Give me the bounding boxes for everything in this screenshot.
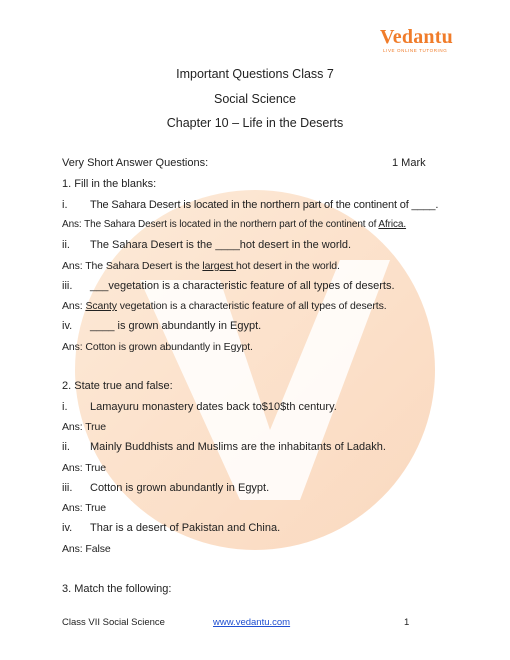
q-number: iv. [62, 320, 73, 332]
footer-website-link[interactable] [213, 617, 290, 628]
vedantu-logo [380, 26, 472, 54]
logo-tagline: LIVE ONLINE TUTORING [383, 48, 448, 53]
answer-text: Ans: True [62, 502, 107, 514]
section1-heading: 1. Fill in the blanks: [62, 178, 157, 190]
answer-text: Ans: Cotton is grown abundantly in Egypt. [62, 341, 253, 353]
answer-text: Ans: Scanty vegetation is a characteristic feature of all types of deserts. [62, 300, 387, 312]
website-link[interactable]: www.vedantu.com [213, 617, 291, 628]
section1-title: Very Short Answer Questions: [62, 157, 209, 169]
answer-text: Ans: True [62, 421, 107, 433]
header-title: Important Questions Class 7 [176, 67, 334, 81]
q-number: iii. [62, 280, 73, 292]
q-number: i. [62, 401, 68, 413]
q-number: iv. [62, 522, 73, 534]
answer-text: Ans: The Sahara Desert is located in the northern part of the continent of Africa. [62, 219, 407, 230]
header-chapter: Chapter 10 – Life in the Deserts [166, 116, 344, 130]
q-number: i. [62, 199, 68, 211]
q-number: ii. [62, 441, 70, 453]
answer-text: Ans: False [62, 543, 111, 555]
question-text: Cotton is grown abundantly in Egypt. [90, 482, 270, 494]
header-subject: Social Science [214, 92, 296, 106]
footer-class-label: Class VII Social Science [62, 617, 165, 628]
question-text: Thar is a desert of Pakistan and China. [90, 522, 281, 534]
question-text: ___vegetation is a characteristic feature of all types of deserts. [90, 280, 395, 292]
q-number: ii. [62, 239, 70, 251]
footer-page-number: 1 [404, 617, 410, 628]
question-text: Lamayuru monastery dates back to$10$th century. [90, 401, 337, 413]
question-text: Mainly Buddhists and Muslims are the inhabitants of Ladakh. [90, 441, 386, 453]
section3-heading: 3. Match the following: [62, 583, 172, 595]
question-text: The Sahara Desert is the ____hot desert in the world. [90, 239, 352, 251]
answer-text: Ans: True [62, 462, 107, 474]
question-text: The Sahara Desert is located in the northern part of the continent of ____. [90, 199, 439, 211]
q-number: iii. [62, 482, 73, 494]
logo-wordmark: Vedantu [380, 26, 453, 48]
vedantu-watermark-logo [70, 170, 440, 570]
question-text: ____ is grown abundantly in Egypt. [90, 320, 262, 332]
answer-text: Ans: The Sahara Desert is the largest hot desert in the world. [62, 260, 340, 272]
section2-heading: 2. State true and false: [62, 380, 173, 392]
section1-marks: 1 Mark [392, 157, 426, 169]
